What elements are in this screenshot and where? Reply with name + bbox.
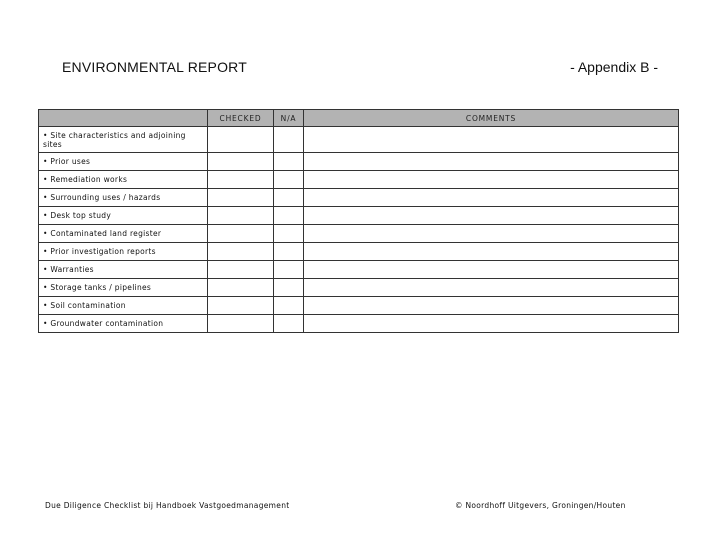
row-item-label: • Warranties: [39, 261, 208, 279]
comments-cell[interactable]: [304, 315, 679, 333]
column-header-comments: COMMENTS: [304, 110, 679, 127]
na-cell[interactable]: [274, 171, 304, 189]
checked-cell[interactable]: [208, 315, 274, 333]
row-item-label: • Prior investigation reports: [39, 243, 208, 261]
report-title: ENVIRONMENTAL REPORT: [62, 59, 247, 75]
row-item-label: • Storage tanks / pipelines: [39, 279, 208, 297]
row-item-label: • Prior uses: [39, 153, 208, 171]
na-cell[interactable]: [274, 153, 304, 171]
na-cell[interactable]: [274, 225, 304, 243]
na-cell[interactable]: [274, 189, 304, 207]
na-cell[interactable]: [274, 297, 304, 315]
column-header-item: [39, 110, 208, 127]
comments-cell[interactable]: [304, 279, 679, 297]
table-row: [39, 315, 679, 333]
na-cell[interactable]: [274, 127, 304, 153]
comments-cell[interactable]: [304, 207, 679, 225]
table-row: [39, 243, 679, 261]
checked-cell[interactable]: [208, 225, 274, 243]
table-row: [39, 225, 679, 243]
na-cell[interactable]: [274, 261, 304, 279]
footer-source: Due Diligence Checklist bij Handboek Vastgoedmanagement: [45, 501, 290, 510]
comments-cell[interactable]: [304, 261, 679, 279]
checked-cell[interactable]: [208, 171, 274, 189]
checked-cell[interactable]: [208, 153, 274, 171]
table-row: [39, 279, 679, 297]
checked-cell[interactable]: [208, 127, 274, 153]
checked-cell[interactable]: [208, 207, 274, 225]
footer-copyright: © Noordhoff Uitgevers, Groningen/Houten: [455, 501, 626, 510]
na-cell[interactable]: [274, 315, 304, 333]
comments-cell[interactable]: [304, 189, 679, 207]
comments-cell[interactable]: [304, 243, 679, 261]
comments-cell[interactable]: [304, 153, 679, 171]
column-header-checked: CHECKED: [208, 110, 274, 127]
row-item-label: • Groundwater contamination: [39, 315, 208, 333]
table-row: [39, 207, 679, 225]
checked-cell[interactable]: [208, 189, 274, 207]
checked-cell[interactable]: [208, 243, 274, 261]
comments-cell[interactable]: [304, 171, 679, 189]
row-item-label: • Surrounding uses / hazards: [39, 189, 208, 207]
table-row: [39, 127, 679, 153]
checklist-table: [38, 109, 679, 333]
checked-cell[interactable]: [208, 279, 274, 297]
comments-cell[interactable]: [304, 127, 679, 153]
table-row: [39, 171, 679, 189]
column-header-na: N/A: [274, 110, 304, 127]
table-row: [39, 261, 679, 279]
table-row: [39, 189, 679, 207]
row-item-label: • Site characteristics and adjoining sites: [39, 127, 208, 153]
row-item-label: • Soil contamination: [39, 297, 208, 315]
table-row: [39, 297, 679, 315]
checked-cell[interactable]: [208, 297, 274, 315]
na-cell[interactable]: [274, 279, 304, 297]
na-cell[interactable]: [274, 207, 304, 225]
na-cell[interactable]: [274, 243, 304, 261]
comments-cell[interactable]: [304, 225, 679, 243]
row-item-label: • Desk top study: [39, 207, 208, 225]
table-header-row: [39, 110, 679, 127]
row-item-label: • Remediation works: [39, 171, 208, 189]
row-item-label: • Contaminated land register: [39, 225, 208, 243]
table-row: [39, 153, 679, 171]
comments-cell[interactable]: [304, 297, 679, 315]
appendix-label: - Appendix B -: [570, 59, 658, 75]
checked-cell[interactable]: [208, 261, 274, 279]
